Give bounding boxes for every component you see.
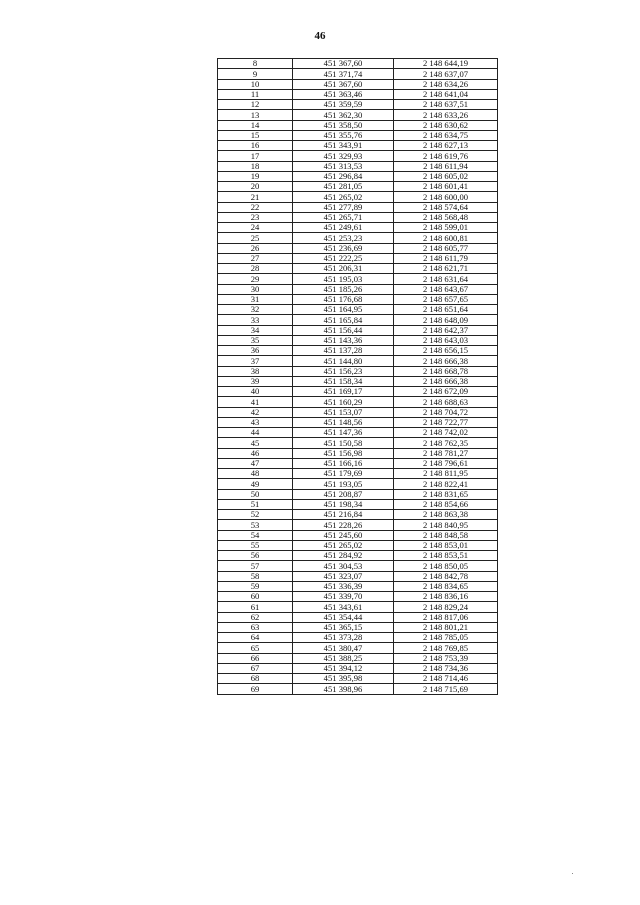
y-coordinate-cell: 2 148 637,07 (394, 69, 498, 79)
y-coordinate-cell: 2 148 668,78 (394, 366, 498, 376)
table-row (218, 202, 498, 212)
table-row (218, 540, 498, 550)
table-row (218, 366, 498, 376)
y-coordinate-cell: 2 148 605,02 (394, 171, 498, 181)
point-number-cell: 22 (218, 202, 293, 212)
x-coordinate-cell: 451 148,56 (293, 417, 394, 427)
y-coordinate-cell: 2 148 801,21 (394, 622, 498, 632)
y-coordinate-cell: 2 148 831,65 (394, 489, 498, 499)
y-coordinate-cell: 2 148 714,46 (394, 674, 498, 684)
point-number-cell: 41 (218, 397, 293, 407)
point-number-cell: 43 (218, 417, 293, 427)
y-coordinate-cell: 2 148 742,02 (394, 428, 498, 438)
coordinates-table (217, 58, 498, 695)
point-number-cell: 39 (218, 376, 293, 386)
y-coordinate-cell: 2 148 642,37 (394, 325, 498, 335)
point-number-cell: 17 (218, 151, 293, 161)
x-coordinate-cell: 451 164,95 (293, 305, 394, 315)
x-coordinate-cell: 451 277,89 (293, 202, 394, 212)
x-coordinate-cell: 451 371,74 (293, 69, 394, 79)
point-number-cell: 18 (218, 161, 293, 171)
y-coordinate-cell: 2 148 657,65 (394, 294, 498, 304)
x-coordinate-cell: 451 158,34 (293, 376, 394, 386)
page-number: 46 (314, 30, 326, 42)
point-number-cell: 30 (218, 284, 293, 294)
x-coordinate-cell: 451 362,30 (293, 110, 394, 120)
y-coordinate-cell: 2 148 734,36 (394, 663, 498, 673)
point-number-cell: 24 (218, 223, 293, 233)
table-row (218, 633, 498, 643)
x-coordinate-cell: 451 206,31 (293, 264, 394, 274)
x-coordinate-cell: 451 156,98 (293, 448, 394, 458)
table-row (218, 438, 498, 448)
x-coordinate-cell: 451 323,07 (293, 571, 394, 581)
x-coordinate-cell: 451 153,07 (293, 407, 394, 417)
y-coordinate-cell: 2 148 600,00 (394, 192, 498, 202)
x-coordinate-cell: 451 355,76 (293, 130, 394, 140)
y-coordinate-cell: 2 148 630,62 (394, 120, 498, 130)
x-coordinate-cell: 451 284,92 (293, 551, 394, 561)
x-coordinate-cell: 451 216,84 (293, 510, 394, 520)
x-coordinate-cell: 451 160,29 (293, 397, 394, 407)
table-row (218, 315, 498, 325)
point-number-cell: 35 (218, 335, 293, 345)
point-number-cell: 58 (218, 571, 293, 581)
table-row (218, 141, 498, 151)
x-coordinate-cell: 451 236,69 (293, 243, 394, 253)
x-coordinate-cell: 451 336,39 (293, 581, 394, 591)
point-number-cell: 62 (218, 612, 293, 622)
table-row (218, 551, 498, 561)
point-number-cell: 19 (218, 171, 293, 181)
table-row (218, 356, 498, 366)
point-number-cell: 14 (218, 120, 293, 130)
point-number-cell: 61 (218, 602, 293, 612)
x-coordinate-cell: 451 198,34 (293, 499, 394, 509)
y-coordinate-cell: 2 148 850,05 (394, 561, 498, 571)
x-coordinate-cell: 451 354,44 (293, 612, 394, 622)
point-number-cell: 27 (218, 253, 293, 263)
y-coordinate-cell: 2 148 651,64 (394, 305, 498, 315)
x-coordinate-cell: 451 156,44 (293, 325, 394, 335)
table-row (218, 581, 498, 591)
point-number-cell: 37 (218, 356, 293, 366)
y-coordinate-cell: 2 148 672,09 (394, 387, 498, 397)
y-coordinate-cell: 2 148 769,85 (394, 643, 498, 653)
y-coordinate-cell: 2 148 817,06 (394, 612, 498, 622)
point-number-cell: 53 (218, 520, 293, 530)
x-coordinate-cell: 451 265,02 (293, 540, 394, 550)
table-row (218, 561, 498, 571)
x-coordinate-cell: 451 367,60 (293, 79, 394, 89)
point-number-cell: 28 (218, 264, 293, 274)
x-coordinate-cell: 451 253,23 (293, 233, 394, 243)
y-coordinate-cell: 2 148 796,61 (394, 458, 498, 468)
y-coordinate-cell: 2 148 781,27 (394, 448, 498, 458)
x-coordinate-cell: 451 208,87 (293, 489, 394, 499)
x-coordinate-cell: 451 176,68 (293, 294, 394, 304)
x-coordinate-cell: 451 179,69 (293, 469, 394, 479)
x-coordinate-cell: 451 265,02 (293, 192, 394, 202)
y-coordinate-cell: 2 148 822,41 (394, 479, 498, 489)
table-row (218, 284, 498, 294)
point-number-cell: 13 (218, 110, 293, 120)
x-coordinate-cell: 451 339,70 (293, 592, 394, 602)
y-coordinate-cell: 2 148 627,13 (394, 141, 498, 151)
y-coordinate-cell: 2 148 666,38 (394, 376, 498, 386)
y-coordinate-cell: 2 148 601,41 (394, 182, 498, 192)
y-coordinate-cell: 2 148 621,71 (394, 264, 498, 274)
x-coordinate-cell: 451 329,93 (293, 151, 394, 161)
y-coordinate-cell: 2 148 715,69 (394, 684, 498, 694)
table-row (218, 530, 498, 540)
point-number-cell: 31 (218, 294, 293, 304)
y-coordinate-cell: 2 148 637,51 (394, 100, 498, 110)
table-row (218, 663, 498, 673)
point-number-cell: 15 (218, 130, 293, 140)
x-coordinate-cell: 451 265,71 (293, 212, 394, 222)
y-coordinate-cell: 2 148 619,76 (394, 151, 498, 161)
table-row (218, 69, 498, 79)
x-coordinate-cell: 451 166,16 (293, 458, 394, 468)
table-row (218, 643, 498, 653)
x-coordinate-cell: 451 363,46 (293, 89, 394, 99)
y-coordinate-cell: 2 148 631,64 (394, 274, 498, 284)
table-row (218, 520, 498, 530)
point-number-cell: 45 (218, 438, 293, 448)
point-number-cell: 63 (218, 622, 293, 632)
y-coordinate-cell: 2 148 836,16 (394, 592, 498, 602)
table-row (218, 171, 498, 181)
table-row (218, 294, 498, 304)
y-coordinate-cell: 2 148 840,95 (394, 520, 498, 530)
table-row (218, 417, 498, 427)
x-coordinate-cell: 451 169,17 (293, 387, 394, 397)
point-number-cell: 50 (218, 489, 293, 499)
point-number-cell: 32 (218, 305, 293, 315)
table-row (218, 59, 498, 69)
y-coordinate-cell: 2 148 829,24 (394, 602, 498, 612)
point-number-cell: 68 (218, 674, 293, 684)
table-row (218, 571, 498, 581)
y-coordinate-cell: 2 148 643,67 (394, 284, 498, 294)
point-number-cell: 57 (218, 561, 293, 571)
x-coordinate-cell: 451 380,47 (293, 643, 394, 653)
x-coordinate-cell: 451 281,05 (293, 182, 394, 192)
y-coordinate-cell: 2 148 611,79 (394, 253, 498, 263)
table-row (218, 243, 498, 253)
x-coordinate-cell: 451 343,91 (293, 141, 394, 151)
y-coordinate-cell: 2 148 568,48 (394, 212, 498, 222)
scan-speck (572, 873, 573, 874)
x-coordinate-cell: 451 144,80 (293, 356, 394, 366)
x-coordinate-cell: 451 137,28 (293, 346, 394, 356)
x-coordinate-cell: 451 147,36 (293, 428, 394, 438)
point-number-cell: 55 (218, 540, 293, 550)
y-coordinate-cell: 2 148 688,63 (394, 397, 498, 407)
table-row (218, 274, 498, 284)
x-coordinate-cell: 451 367,60 (293, 59, 394, 69)
y-coordinate-cell: 2 148 574,64 (394, 202, 498, 212)
point-number-cell: 21 (218, 192, 293, 202)
point-number-cell: 42 (218, 407, 293, 417)
y-coordinate-cell: 2 148 863,38 (394, 510, 498, 520)
point-number-cell: 48 (218, 469, 293, 479)
x-coordinate-cell: 451 228,26 (293, 520, 394, 530)
table-row (218, 253, 498, 263)
point-number-cell: 60 (218, 592, 293, 602)
table-row (218, 653, 498, 663)
y-coordinate-cell: 2 148 611,94 (394, 161, 498, 171)
point-number-cell: 25 (218, 233, 293, 243)
point-number-cell: 49 (218, 479, 293, 489)
point-number-cell: 44 (218, 428, 293, 438)
x-coordinate-cell: 451 143,36 (293, 335, 394, 345)
table-row (218, 602, 498, 612)
table-row (218, 387, 498, 397)
x-coordinate-cell: 451 249,61 (293, 223, 394, 233)
table-row (218, 622, 498, 632)
point-number-cell: 33 (218, 315, 293, 325)
table-row (218, 684, 498, 694)
x-coordinate-cell: 451 195,03 (293, 274, 394, 284)
point-number-cell: 36 (218, 346, 293, 356)
table-row (218, 489, 498, 499)
point-number-cell: 16 (218, 141, 293, 151)
y-coordinate-cell: 2 148 722,77 (394, 417, 498, 427)
y-coordinate-cell: 2 148 854,66 (394, 499, 498, 509)
point-number-cell: 26 (218, 243, 293, 253)
table-row (218, 192, 498, 202)
x-coordinate-cell: 451 358,50 (293, 120, 394, 130)
y-coordinate-cell: 2 148 634,26 (394, 79, 498, 89)
point-number-cell: 69 (218, 684, 293, 694)
point-number-cell: 51 (218, 499, 293, 509)
point-number-cell: 10 (218, 79, 293, 89)
y-coordinate-cell: 2 148 848,58 (394, 530, 498, 540)
x-coordinate-cell: 451 343,61 (293, 602, 394, 612)
y-coordinate-cell: 2 148 643,03 (394, 335, 498, 345)
table-row (218, 223, 498, 233)
table-row (218, 592, 498, 602)
point-number-cell: 47 (218, 458, 293, 468)
table-row (218, 612, 498, 622)
table-row (218, 120, 498, 130)
point-number-cell: 20 (218, 182, 293, 192)
table-row (218, 499, 498, 509)
table-row (218, 397, 498, 407)
x-coordinate-cell: 451 359,59 (293, 100, 394, 110)
table-row (218, 305, 498, 315)
table-row (218, 233, 498, 243)
table-row (218, 182, 498, 192)
y-coordinate-cell: 2 148 785,05 (394, 633, 498, 643)
x-coordinate-cell: 451 394,12 (293, 663, 394, 673)
table-row (218, 79, 498, 89)
point-number-cell: 65 (218, 643, 293, 653)
table-row (218, 407, 498, 417)
y-coordinate-cell: 2 148 842,78 (394, 571, 498, 581)
x-coordinate-cell: 451 304,53 (293, 561, 394, 571)
point-number-cell: 46 (218, 448, 293, 458)
y-coordinate-cell: 2 148 605,77 (394, 243, 498, 253)
y-coordinate-cell: 2 148 599,01 (394, 223, 498, 233)
x-coordinate-cell: 451 165,84 (293, 315, 394, 325)
table-row (218, 428, 498, 438)
table-row (218, 89, 498, 99)
x-coordinate-cell: 451 373,28 (293, 633, 394, 643)
table-row (218, 376, 498, 386)
point-number-cell: 52 (218, 510, 293, 520)
point-number-cell: 40 (218, 387, 293, 397)
y-coordinate-cell: 2 148 834,65 (394, 581, 498, 591)
x-coordinate-cell: 451 222,25 (293, 253, 394, 263)
point-number-cell: 34 (218, 325, 293, 335)
y-coordinate-cell: 2 148 853,01 (394, 540, 498, 550)
table-row (218, 110, 498, 120)
x-coordinate-cell: 451 398,96 (293, 684, 394, 694)
table-row (218, 510, 498, 520)
point-number-cell: 59 (218, 581, 293, 591)
point-number-cell: 54 (218, 530, 293, 540)
y-coordinate-cell: 2 148 633,26 (394, 110, 498, 120)
table-row (218, 161, 498, 171)
point-number-cell: 8 (218, 59, 293, 69)
x-coordinate-cell: 451 296,84 (293, 171, 394, 181)
table-row (218, 335, 498, 345)
point-number-cell: 38 (218, 366, 293, 376)
point-number-cell: 66 (218, 653, 293, 663)
table-row (218, 458, 498, 468)
y-coordinate-cell: 2 148 648,09 (394, 315, 498, 325)
point-number-cell: 9 (218, 69, 293, 79)
table-row (218, 469, 498, 479)
y-coordinate-cell: 2 148 704,72 (394, 407, 498, 417)
table-row (218, 212, 498, 222)
table-row (218, 325, 498, 335)
x-coordinate-cell: 451 245,60 (293, 530, 394, 540)
y-coordinate-cell: 2 148 853,51 (394, 551, 498, 561)
y-coordinate-cell: 2 148 753,39 (394, 653, 498, 663)
table-row (218, 674, 498, 684)
x-coordinate-cell: 451 395,98 (293, 674, 394, 684)
y-coordinate-cell: 2 148 634,75 (394, 130, 498, 140)
y-coordinate-cell: 2 148 644,19 (394, 59, 498, 69)
point-number-cell: 29 (218, 274, 293, 284)
x-coordinate-cell: 451 156,23 (293, 366, 394, 376)
table-row (218, 264, 498, 274)
point-number-cell: 67 (218, 663, 293, 673)
table-row (218, 100, 498, 110)
coordinates-table-body (218, 59, 498, 695)
point-number-cell: 56 (218, 551, 293, 561)
point-number-cell: 23 (218, 212, 293, 222)
point-number-cell: 64 (218, 633, 293, 643)
y-coordinate-cell: 2 148 811,95 (394, 469, 498, 479)
y-coordinate-cell: 2 148 666,38 (394, 356, 498, 366)
x-coordinate-cell: 451 313,53 (293, 161, 394, 171)
table-row (218, 448, 498, 458)
point-number-cell: 12 (218, 100, 293, 110)
point-number-cell: 11 (218, 89, 293, 99)
x-coordinate-cell: 451 185,26 (293, 284, 394, 294)
table-row (218, 151, 498, 161)
y-coordinate-cell: 2 148 600,81 (394, 233, 498, 243)
y-coordinate-cell: 2 148 656,15 (394, 346, 498, 356)
y-coordinate-cell: 2 148 641,04 (394, 89, 498, 99)
x-coordinate-cell: 451 365,15 (293, 622, 394, 632)
table-row (218, 479, 498, 489)
x-coordinate-cell: 451 150,58 (293, 438, 394, 448)
x-coordinate-cell: 451 388,25 (293, 653, 394, 663)
y-coordinate-cell: 2 148 762,35 (394, 438, 498, 448)
x-coordinate-cell: 451 193,05 (293, 479, 394, 489)
table-row (218, 130, 498, 140)
table-row (218, 346, 498, 356)
